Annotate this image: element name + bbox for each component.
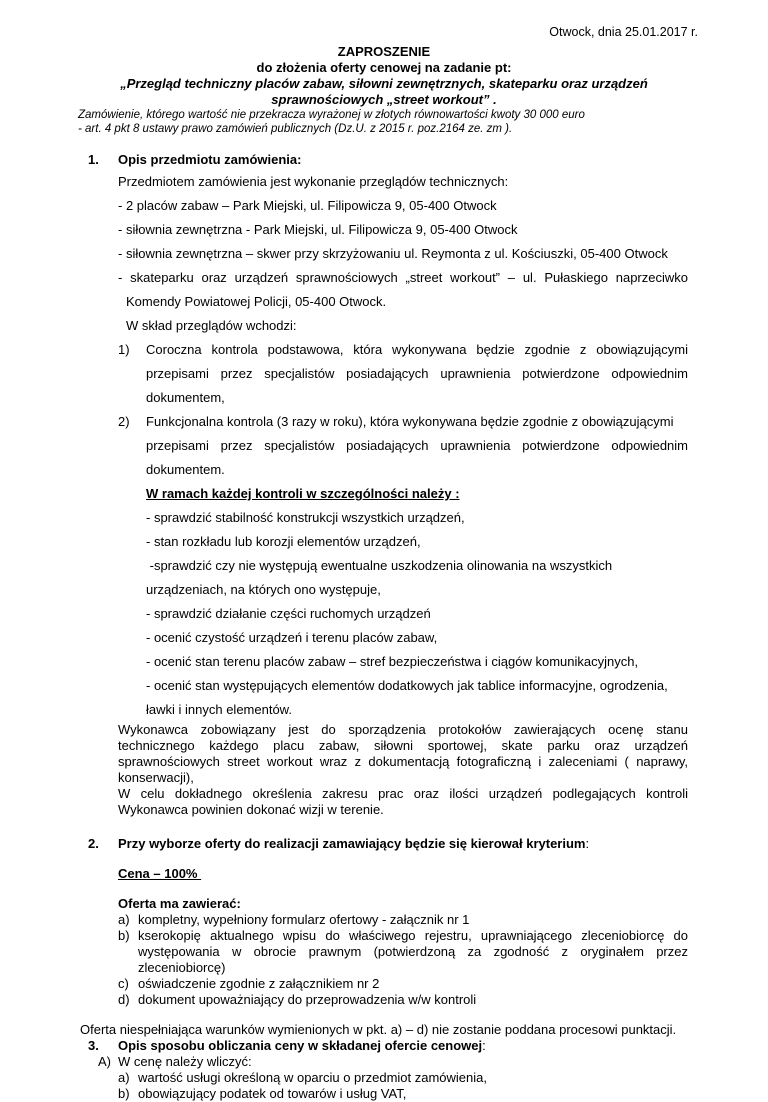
scope-item-number: 1) (118, 342, 130, 357)
task-title-line1: „Przegląd techniczny placów zabaw, siłowni zewnętrznych, skateparku oraz urządzeń (120, 76, 648, 91)
offer-item (80, 928, 688, 976)
procurement-note-line1: Zamówienie, którego wartość nie przekracza wyrażonej w złotych równowartości kwoty 30 000 euro (78, 109, 585, 121)
offer-item-text: dokument upoważniający do przeprowadzenia w/w kontroli (138, 992, 477, 1007)
check-item: ławki i innych elementów. (146, 702, 292, 717)
offer-item-text: kompletny, wypełniony formularz ofertowy - załącznik nr 1 (138, 912, 470, 927)
section-3-number: 3. (88, 1038, 99, 1053)
scope-item-text: przepisami przez specjalistów posiadających uprawnienia potwierdzone odpowiednim (146, 438, 688, 453)
check-item: urządzeniach, na których ono występuje, (146, 582, 381, 597)
price-item-text: wartość usługi określoną w oparciu o przedmiot zamówienia, (138, 1070, 487, 1085)
offer-heading: Oferta ma zawierać: (118, 896, 241, 911)
section-1-title: Opis przedmiotu zamówienia: (118, 152, 302, 167)
object-item-continued: Komendy Powiatowej Policji, 05-400 Otwock. (126, 294, 387, 309)
object-item: - siłownia zewnętrzna - Park Miejski, ul. Filipowicza 9, 05-400 Otwock (118, 222, 518, 237)
section-2-heading (80, 836, 688, 852)
checks-heading: W ramach każdej kontroli w szczególności należy : (146, 486, 460, 501)
contractor-obligation: Wykonawca zobowiązany jest do sporządzenia protokołów zawierających ocenę stanu technicznego każdego placu zabaw, siłowni sportowej, skate parku oraz urządzeń sprawnościowych street workout wraz z dokumentacją fotograficzną i zaleceniami ( naprawy, konserwacji), (118, 722, 688, 785)
section-1-intro: Przedmiotem zamówienia jest wykonanie przeglądów technicznych: (118, 174, 509, 189)
object-item: - 2 placów zabaw – Park Miejski, ul. Filipowicza 9, 05-400 Otwock (118, 198, 497, 213)
criterion-price: Cena – 100% (118, 866, 202, 881)
check-item: - sprawdzić stabilność konstrukcji wszystkich urządzeń, (146, 510, 465, 525)
scope-item-text: Funkcjonalna kontrola (3 razy w roku), która wykonywana będzie zgodnie z obowiązującymi (146, 414, 674, 429)
task-title-line2: sprawnościowych „street workout” . (271, 92, 497, 107)
check-item: - stan rozkładu lub korozji elementów urządzeń, (146, 534, 421, 549)
section-1-heading (80, 152, 688, 168)
object-item: - skateparku oraz urządzeń sprawnościowych „street workout” – ul. Pułaskiego naprzeciwko (118, 270, 688, 285)
section-1-number: 1. (88, 152, 99, 167)
price-item-text: obowiązujący podatek od towarów i usług VAT, (138, 1086, 407, 1101)
document-date: Otwock, dnia 25.01.2017 r. (549, 25, 698, 39)
price-item-letter: a) (118, 1070, 130, 1085)
check-item: - ocenić stan występujących elementów dodatkowych jak tablice informacyjne, ogrodzenia, (146, 678, 668, 693)
check-item: - sprawdzić działanie części ruchomych urządzeń (146, 606, 431, 621)
section-2-colon: : (585, 836, 590, 851)
scope-item-text: dokumentem, (146, 390, 225, 405)
price-inclusion-heading (80, 1054, 688, 1070)
check-item: - ocenić stan terenu placów zabaw – stref bezpieczeństwa i ciągów komunikacyjnych, (146, 654, 639, 669)
offer-item-text: oświadczenie zgodnie z załącznikiem nr 2 (138, 976, 380, 991)
section-3-title: Opis sposobu obliczania ceny w składanej ofercie cenowej (118, 1038, 483, 1053)
offer-item-text: kserokopię aktualnego wpisu do właściwego rejestru, uprawniającego zleceniobiorcę do występowania w obrocie prawnym (potwierdzoną za zgodność z oryginałem przez zleceniobiorcę) (138, 928, 688, 975)
check-item: -sprawdzić czy nie występują ewentualne uszkodzenia olinowania na wszystkich (146, 558, 613, 573)
document-subtitle: do złożenia oferty cenowej na zadanie pt: (256, 60, 512, 75)
scope-item (80, 410, 688, 482)
offer-item (80, 976, 688, 992)
price-inclusion-text: W cenę należy wliczyć: (118, 1054, 252, 1069)
section-2-number: 2. (88, 836, 99, 851)
section-2-title: Przy wyborze oferty do realizacji zamawiający będzie się kierował kryterium (118, 836, 586, 851)
section-3-colon: : (482, 1038, 486, 1053)
scope-item (80, 338, 688, 410)
price-inclusion-letter: A) (98, 1054, 111, 1069)
scope-item-text: przepisami przez specjalistów posiadających uprawnienia potwierdzone odpowiednim (146, 366, 688, 381)
price-item (80, 1070, 688, 1086)
price-item (80, 1086, 688, 1102)
scope-item-text: dokumentem. (146, 462, 225, 477)
scope-item-number: 2) (118, 414, 130, 429)
check-item: - ocenić czystość urządzeń i terenu placów zabaw, (146, 630, 438, 645)
scope-item-text: Coroczna kontrola podstawowa, która wykonywana będzie zgodnie z obowiązującymi (146, 342, 688, 357)
price-item-letter: b) (118, 1086, 130, 1101)
site-visit-note: W celu dokładnego określenia zakresu prac oraz ilości urządzeń podlegających kontroli Wykonawca powinien dokonać wizji w terenie. (118, 786, 688, 817)
offer-item-letter: c) (118, 976, 129, 991)
object-item: - siłownia zewnętrzna – skwer przy skrzyżowaniu ul. Reymonta z ul. Kościuszki, 05-400 Otwock (118, 246, 668, 261)
procurement-note-line2: - art. 4 pkt 8 ustawy prawo zamówień publicznych (Dz.U. z 2015 r. poz.2164 ze. zm ). (78, 123, 513, 135)
offer-item-letter: d) (118, 992, 130, 1007)
scope-intro: W skład przeglądów wchodzi: (126, 318, 297, 333)
offer-item (80, 912, 688, 928)
offer-item-letter: b) (118, 928, 130, 943)
rejection-note: Oferta niespełniająca warunków wymienionych w pkt. a) – d) nie zostanie poddana procesowi punktacji. (80, 1022, 677, 1037)
offer-item-letter: a) (118, 912, 130, 927)
offer-item (80, 992, 688, 1008)
section-3-heading (80, 1038, 688, 1054)
document-title: ZAPROSZENIE (337, 44, 431, 59)
